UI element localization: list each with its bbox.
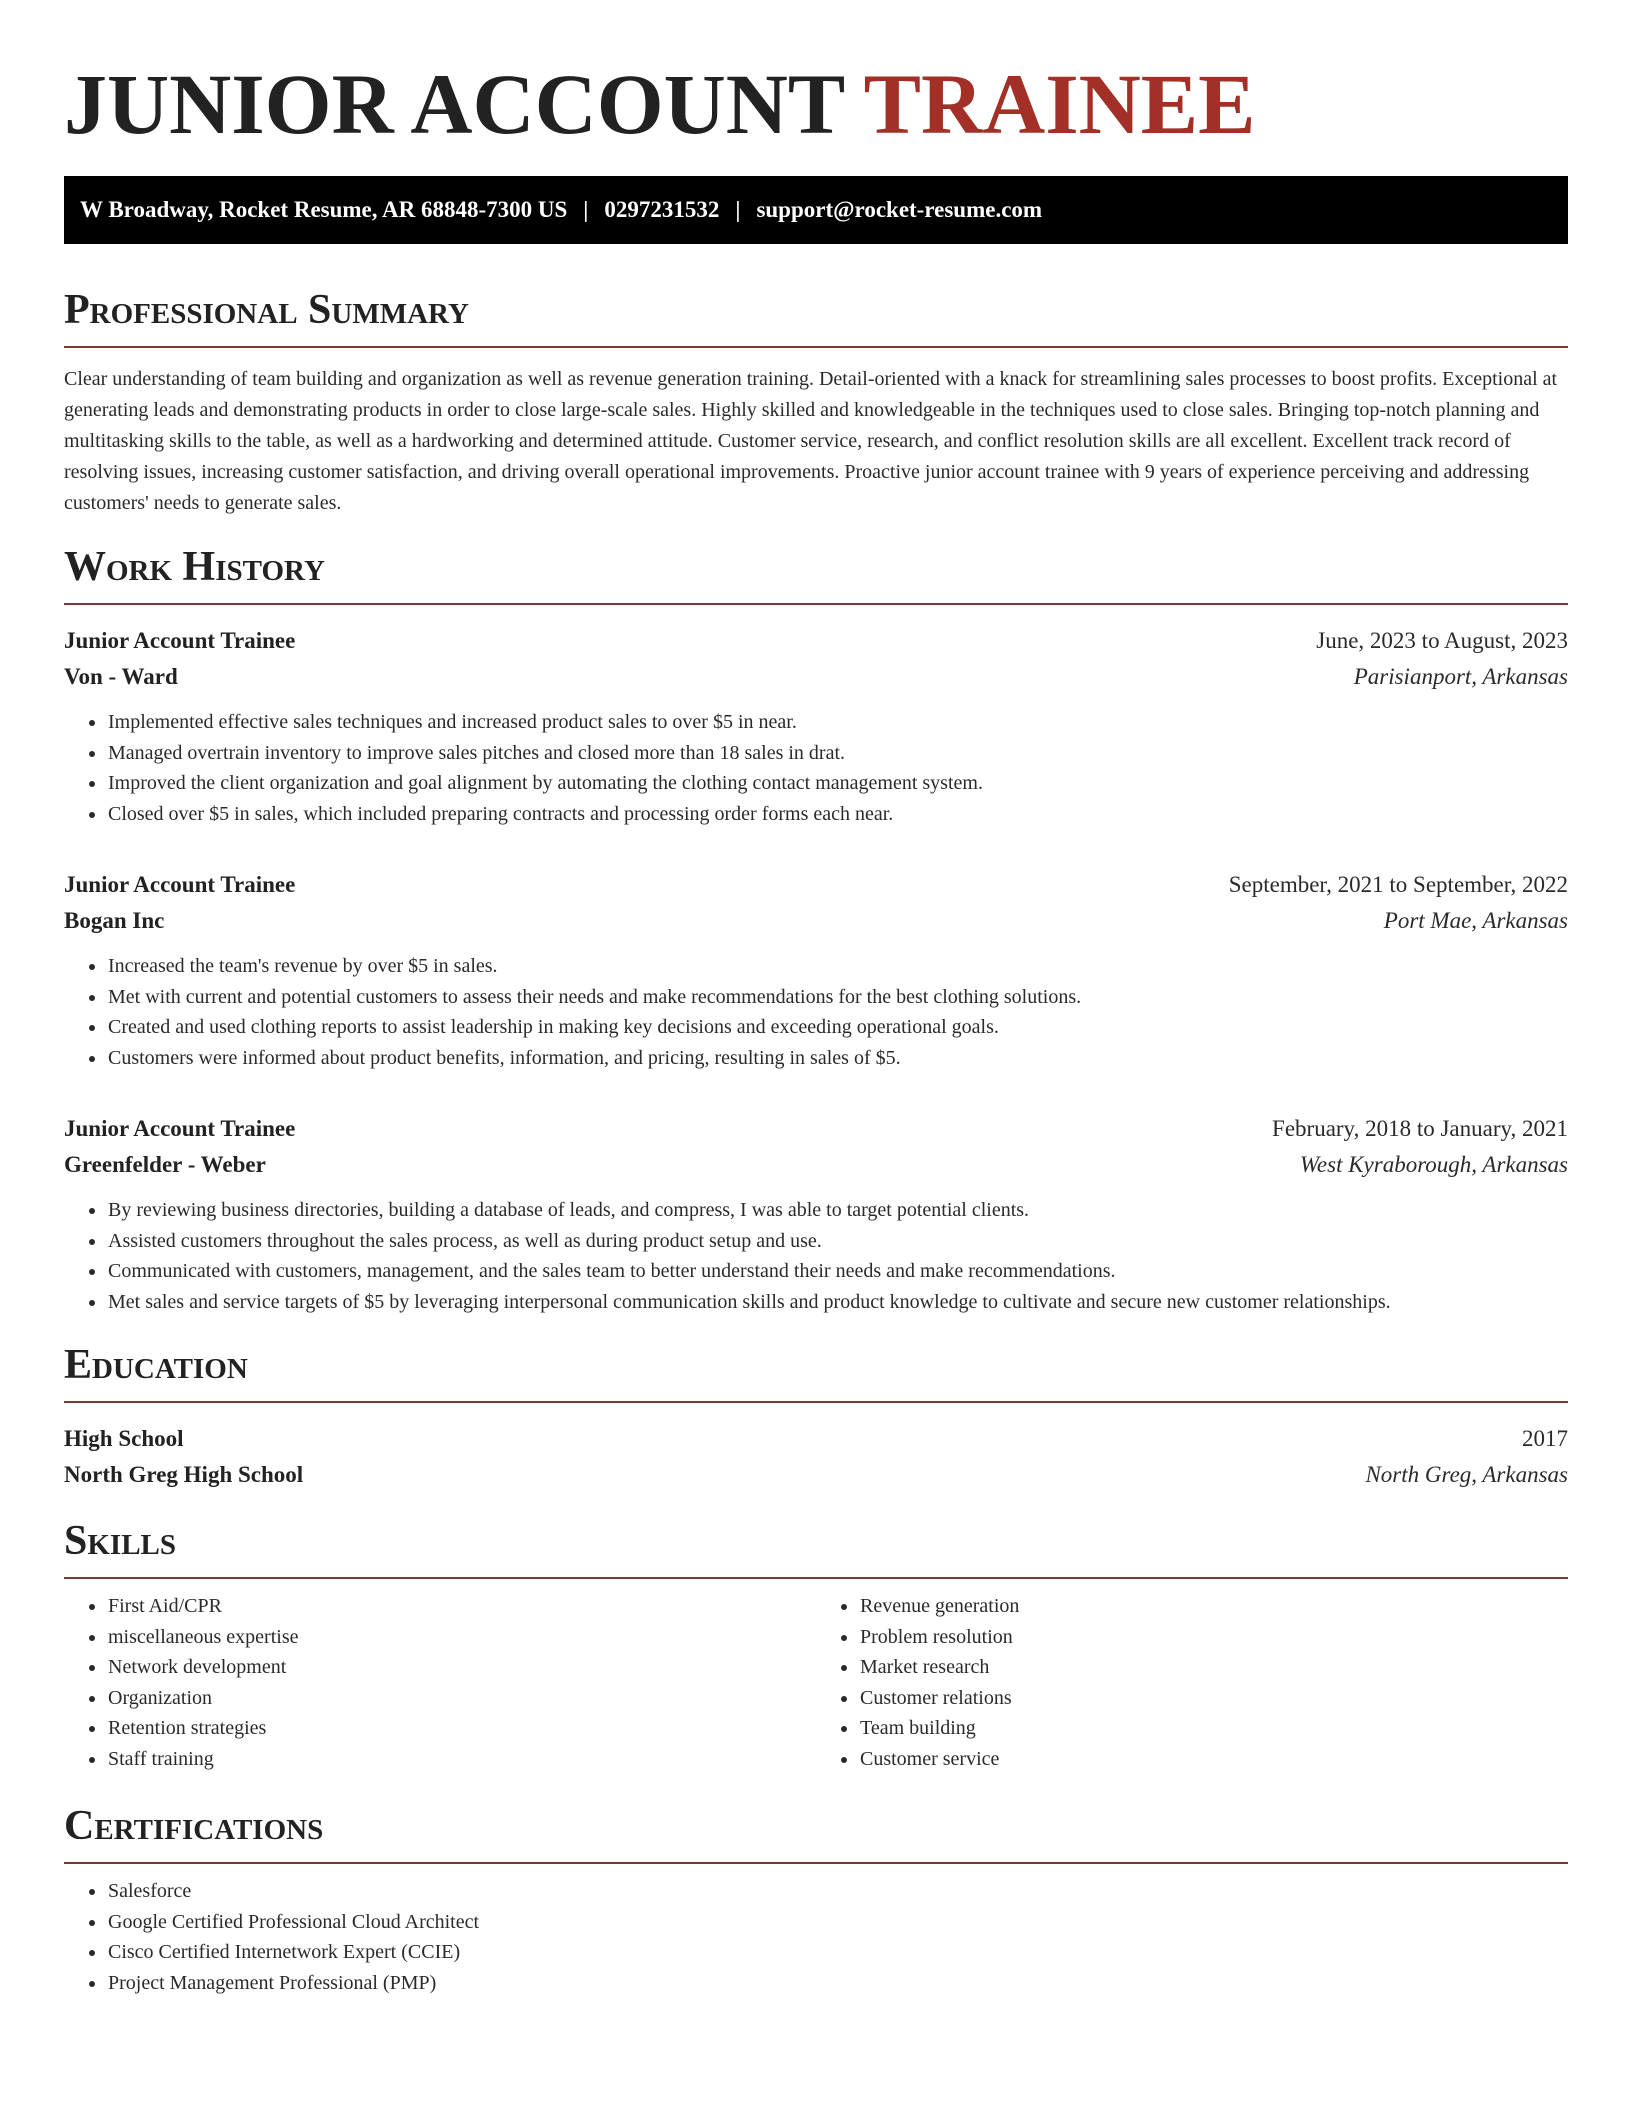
skills-heading: Skills — [64, 1519, 1568, 1579]
job-dates: June, 2023 to August, 2023 — [1316, 628, 1568, 653]
contact-bar — [64, 176, 1568, 244]
education-heading: Education — [64, 1343, 1568, 1403]
job-location: Parisianport, Arkansas — [1353, 664, 1568, 689]
contact-separator: | — [583, 197, 589, 222]
job-location: West Kyraborough, Arkansas — [1299, 1152, 1568, 1177]
skill-item: • Network development — [107, 1652, 816, 1683]
job-bullets — [64, 1195, 1568, 1317]
skill-item: • Problem resolution — [859, 1622, 1568, 1653]
skill-item: • Revenue generation — [859, 1591, 1568, 1622]
certification-item: • Salesforce — [107, 1876, 1568, 1907]
job-entry — [64, 1111, 1568, 1317]
job-bullet: • By reviewing business directories, building a database of leads, and compress, I was able to target potential clients. — [107, 1195, 1568, 1226]
education-school: North Greg High School — [64, 1462, 304, 1487]
job-bullet: • Customers were informed about product benefits, information, and pricing, resulting in sales of $5. — [107, 1043, 1568, 1074]
job-header-row — [64, 623, 1568, 659]
job-role: Junior Account Trainee — [64, 872, 296, 897]
job-dates: February, 2018 to January, 2021 — [1272, 1116, 1568, 1141]
job-bullet: • Closed over $5 in sales, which included preparing contracts and processing order forms each near. — [107, 799, 1568, 830]
job-entry — [64, 623, 1568, 829]
skill-item: • Retention strategies — [107, 1713, 816, 1744]
job-bullet: • Communicated with customers, management, and the sales team to better understand their needs and make recommendations. — [107, 1256, 1568, 1287]
resume-name — [64, 54, 1568, 154]
work-history-heading: Work History — [64, 545, 1568, 605]
job-bullets — [64, 951, 1568, 1073]
skills-list-left — [64, 1591, 816, 1774]
job-header-row — [64, 867, 1568, 903]
contact-email: support@rocket-resume.com — [756, 197, 1043, 222]
job-bullet: • Met with current and potential customers to assess their needs and make recommendations for the best clothing solutions. — [107, 982, 1568, 1013]
job-bullets — [64, 707, 1568, 829]
name-accent: TRAINEE — [863, 56, 1256, 152]
job-dates: September, 2021 to September, 2022 — [1228, 872, 1568, 897]
skill-item: • Customer relations — [859, 1683, 1568, 1714]
skills-section — [64, 1519, 1568, 1774]
certification-item: • Google Certified Professional Cloud Architect — [107, 1907, 1568, 1938]
job-entry — [64, 867, 1568, 1073]
job-bullet: • Improved the client organization and goal alignment by automating the clothing contact management system. — [107, 768, 1568, 799]
education-year: 2017 — [1522, 1426, 1568, 1451]
skills-grid — [64, 1591, 1568, 1774]
certifications-section — [64, 1804, 1568, 1998]
certifications-heading: Certifications — [64, 1804, 1568, 1864]
job-bullet: • Managed overtrain inventory to improve sales pitches and closed more than 18 sales in drat. — [107, 738, 1568, 769]
skill-item: • Market research — [859, 1652, 1568, 1683]
job-company-row — [64, 659, 1568, 695]
certifications-list — [64, 1876, 1568, 1998]
job-company: Von - Ward — [64, 664, 178, 689]
job-role: Junior Account Trainee — [64, 628, 296, 653]
skill-item: • Team building — [859, 1713, 1568, 1744]
contact-address: W Broadway, Rocket Resume, AR 68848-7300 US — [80, 197, 568, 222]
job-role: Junior Account Trainee — [64, 1116, 296, 1141]
education-section — [64, 1343, 1568, 1493]
summary-text: Clear understanding of team building and organization as well as revenue generation training. Detail-oriented with a knack for streamlining sales processes to boost profits. Exceptional at generating leads and demonstrating products in order to close large-scale sales. Highly skilled and knowledgeable in the techniques used to close sales. Bringing top-notch planning and multitasking skills to the table, as well as a hardworking and determined attitude. Customer service, research, and conflict resolution skills are all excellent. Excellent track record of resolving issues, increasing customer satisfaction, and driving overall operational improvements. Proactive junior account trainee with 9 years of experience perceiving and addressing customers' needs to generate sales. — [64, 368, 1558, 514]
skill-item: • Customer service — [859, 1744, 1568, 1775]
job-location: Port Mae, Arkansas — [1383, 908, 1568, 933]
contact-phone: 0297231532 — [604, 197, 720, 222]
name-first: JUNIOR ACCOUNT — [64, 56, 844, 152]
job-company: Bogan Inc — [64, 908, 165, 933]
certification-item: • Cisco Certified Internetwork Expert (CCIE) — [107, 1937, 1568, 1968]
skill-item: • First Aid/CPR — [107, 1591, 816, 1622]
job-bullet: • Increased the team's revenue by over $5 in sales. — [107, 951, 1568, 982]
contact-separator: | — [735, 197, 741, 222]
work-history-section — [64, 545, 1568, 1317]
education-row — [64, 1421, 1568, 1457]
job-company: Greenfelder - Weber — [64, 1152, 266, 1177]
education-school-row — [64, 1457, 1568, 1493]
skill-item: • Staff training — [107, 1744, 816, 1775]
skill-item: • miscellaneous expertise — [107, 1622, 816, 1653]
education-entry — [64, 1421, 1568, 1493]
job-bullet: • Met sales and service targets of $5 by leveraging interpersonal communication skills and product knowledge to cultivate and secure new customer relationships. — [107, 1287, 1568, 1318]
job-bullet: • Implemented effective sales techniques and increased product sales to over $5 in near. — [107, 707, 1568, 738]
skills-list-right — [816, 1591, 1568, 1774]
skill-item: • Organization — [107, 1683, 816, 1714]
summary-section — [64, 288, 1568, 519]
job-bullet: • Assisted customers throughout the sales process, as well as during product setup and use. — [107, 1226, 1568, 1257]
job-header-row — [64, 1111, 1568, 1147]
certification-item: • Project Management Professional (PMP) — [107, 1968, 1568, 1999]
job-bullet: • Created and used clothing reports to assist leadership in making key decisions and exceeding operational goals. — [107, 1012, 1568, 1043]
education-degree: High School — [64, 1426, 184, 1451]
education-location: North Greg, Arkansas — [1365, 1462, 1568, 1487]
job-company-row — [64, 903, 1568, 939]
summary-heading: Professional Summary — [64, 288, 1568, 348]
job-company-row — [64, 1147, 1568, 1183]
